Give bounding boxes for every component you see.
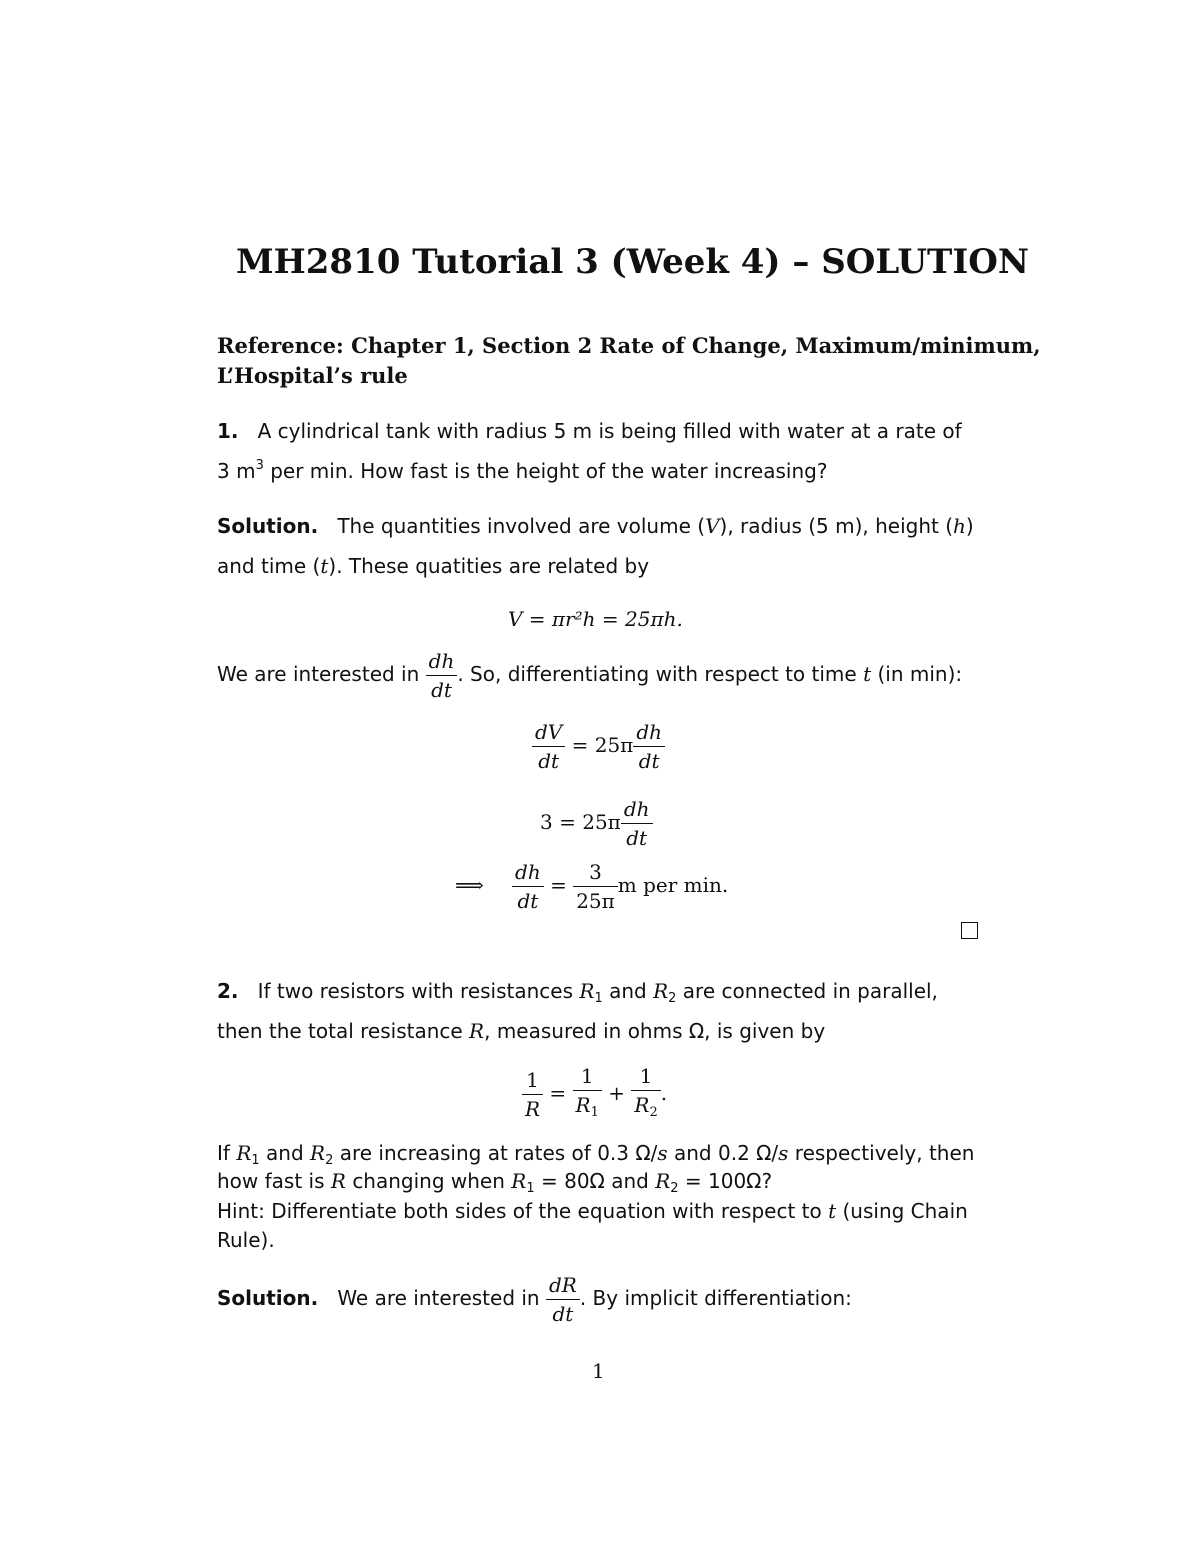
q2-number: 2.: [217, 979, 239, 1003]
reference-line-2: L’Hospital’s rule: [217, 363, 408, 388]
q2-solution-line: Solution. We are interested in $\frac{dR}{dt}$ . By implicit differentiation:: [217, 1273, 852, 1326]
q2-hint-line-2: Rule).: [217, 1228, 275, 1252]
q2-line-1: 2. If two resistors with resistances $R_1$ and $R_2$ are connected in parallel,: [217, 979, 938, 1006]
fraction-dh-dt: $\frac{dh}{dt}$: [426, 647, 458, 704]
q1-derivative-equation: $\frac{dV}{dt}$ = 25π $\frac{dh}{dt}$: [532, 718, 665, 775]
fraction-dR-dt: $\frac{dR}{dt}$: [546, 1271, 580, 1328]
q1-solution-line-2: and time (t). These quatities are related by: [217, 554, 650, 578]
q1-volume-equation: V = πr²h = 25πh.: [508, 607, 683, 631]
q1-substituted-equation: 3 = 25π $\frac{dh}{dt}$: [540, 795, 653, 852]
q1-interest-line: We are interested in $\frac{dh}{dt}$ . So, differentiating with respect to time t (in min):: [217, 649, 963, 702]
q2-rate-line-2: how fast is R changing when $R_1 = 80\Omega$ and $R_2 = 100\Omega$?: [217, 1169, 773, 1196]
q2-rate-line-1: If $R_1$ and $R_2$ are increasing at rates of 0.3 Ω/s and 0.2 Ω/s respectively, then: [217, 1141, 975, 1168]
q1-line-1: 1. A cylindrical tank with radius 5 m is being filled with water at a rate of: [217, 419, 962, 443]
q1-solution-label: Solution.: [217, 514, 319, 538]
reference-line-1: Reference: Chapter 1, Section 2 Rate of Change, Maximum/minimum,: [217, 333, 1041, 358]
q2-hint-line-1: Hint: Differentiate both sides of the equation with respect to t (using Chain: [217, 1199, 968, 1223]
implies-symbol: ⟹: [455, 873, 484, 897]
q1-result-equation: ⟹ $\frac{dh}{dt}$ = $\frac{3}{25\pi}$ m per min.: [455, 860, 729, 913]
page-title: MH2810 Tutorial 3 (Week 4) – SOLUTION: [236, 242, 1029, 282]
q2-line-2: then the total resistance R, measured in ohms Ω, is given by: [217, 1019, 826, 1043]
page-number: 1: [592, 1359, 605, 1383]
q1-line-2: 3 $m^3$ per min. How fast is the height of the water increasing?: [217, 458, 828, 483]
q2-solution-label: Solution.: [217, 1286, 319, 1310]
q1-number: 1.: [217, 419, 239, 443]
q2-parallel-resistance-equation: $\frac{1}{R}$ = $\frac{1}{R_1}$ + $\frac{1}{R_2}$ .: [522, 1062, 667, 1127]
q1-solution-line-1: Solution. The quantities involved are volume (V), radius (5 m), height (h): [217, 514, 974, 538]
qed-square-icon: [961, 922, 978, 939]
